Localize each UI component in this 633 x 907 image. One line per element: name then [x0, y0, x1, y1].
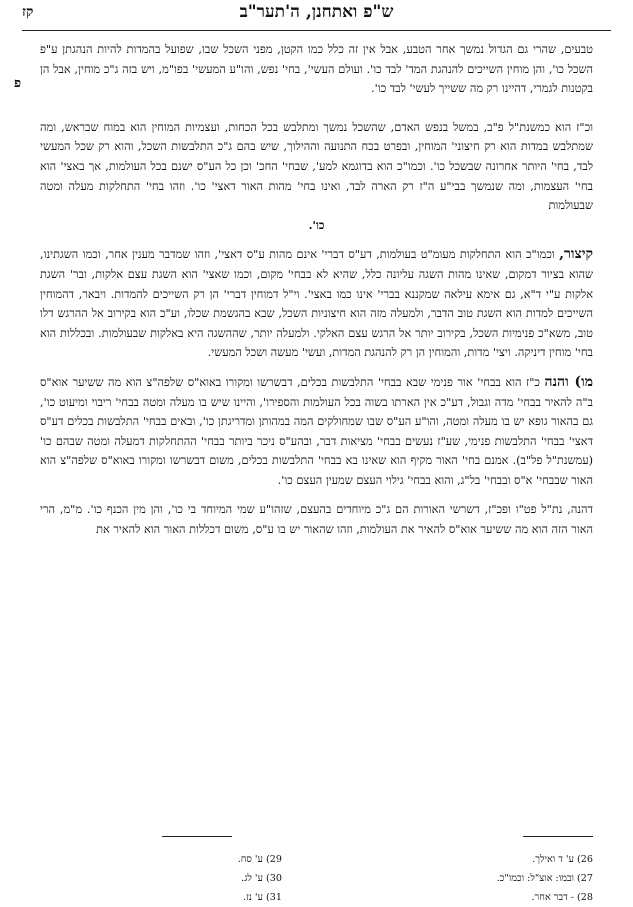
footnote: 30) ע' לג. [241, 873, 282, 884]
footnote-rule-right [523, 836, 593, 837]
paragraph-1: טבעים, שהרי גם הגדול נמשך אחר הטבע, אבל אין זה כלל כמו הקטן, מפני השכל שבו, שפועל בהמדות להיות הנהגתן ע"פ השכל כו', והן מוחין השייכים להנהגת המד' לבד כו'. ועולם העשי', בחי' נפש, והו"ע המעשי' בפו"מ, ויש בזה ג"כ מוחין, אבל הן בקטנות לגמרי, דהיינו רק מה ששייך לעשי' לבד כו'. [40, 43, 593, 96]
margin-mark: פ [14, 76, 22, 91]
paragraph-2-text: וכ"ז הוא כמשנת"ל פ"ב, במשל בנפש האדם, שהשכל נמשך ומתלבש בכל הכחות, ועצמיות המוחין הוא במוח שבראש, ומה שמתלבש במדות הוא רק חיצוני' המוחין, ובפרט בכח התנועה וההילוך, שיש בהם ג"כ התלבשות השכל, והוא רק שכל המעשי לבד, בחי' היותר אחרונה שבשכל כו'. וכמו"כ הוא בדוגמא למע', שבחי' החכ' וכן כל הע"ס ישנם בכל העולמות, אך באצי' הוא בחי' העצמות, ומה שנמשך בבי"ע ה"ז רק הארה לבד, ואינו בחי' מהות האור דאצי' כו'. וזהו בחי' התחלקות מעלה ומטה שבעולמות [40, 120, 593, 213]
paragraph-3-text: וכמו"כ הוא התחלקות מעומ"ט בעולמות, דע"ס דברי' אינם מהות ע"ס דאצי', וזהו שמדבר מענין אחר, וכמו השגתינו, שהוא בציור דמקום, שאינו מהות השגה עליונה כלל, שהיא לא בבחי' מקום, וכמו שאצי' הוא השגת עצם אלקות, ובר' השגת אלקות ע"י ד"א, גם אימא עילאה שמקננא בברי' אינו כמו באצי'. וי"ל דמוחין דברי' הן רק השייכים להמדות. ויבאר, דהמוחין השייכים למדות הוא השגת טוב הדבר, ולמעלה מזה הוא חיצוניות השכל, שבא בהגשמת שכלו, וע"כ הוא בקירוב אל ההרגש דלו טוב, משא"כ פנימיות השכל, בקירוב יותר אל הרגש עצם האלקי. ולמעלה יותר, שההשגה היא באלקות שבעולמות. ובכללות הוא בחי' מוחין דיניקה. ויצי' מדות, והמוחין הן רק להנהגת המדות, ועשי' מעשה ושכל המעשי. [40, 248, 593, 360]
footnote: 31) ע' נז. [243, 892, 282, 903]
page-title: ש"פ ואתחנן, ה'תער"ב [239, 2, 394, 22]
footnotes-left [162, 850, 282, 907]
footnote: 29) ע' סח. [237, 854, 282, 865]
footnote-rule-left [162, 836, 232, 837]
page-number: קז [22, 4, 34, 20]
footnote: 28) - דבר אחר. [531, 892, 593, 903]
paragraph-3 [40, 245, 593, 363]
summary-heading: קיצור, [559, 246, 593, 263]
footnote: 27) ובמו: אוצ"ל: וכמו"כ. [496, 873, 593, 884]
paragraph-2-tail: כו'. [308, 217, 325, 232]
footnotes-right [363, 850, 593, 907]
paragraph-2 [40, 118, 593, 216]
footnote: 26) ע' ד ואילך. [532, 854, 593, 865]
body-text [40, 40, 593, 540]
section-heading: מו) והנה [544, 373, 593, 390]
header-rule [22, 30, 611, 31]
running-header [22, 2, 611, 28]
paragraph-4 [40, 373, 593, 491]
paragraph-5: דהנה, נת"ל פט"ו ופכ"ז, דשרשי האורות הם ג"כ מיוחדים בהעצם, שזהו"ע שמי המיוחד בי כו', והן מין הכנף כו'. מ"מ, הרי האור הזה הוא מה ששיער אוא"ס להאיר את העולמות, וזהו שהאור יש בו ע"ס, משום דכללות האור הוא להאיר את [40, 503, 593, 537]
paragraph-4-text: כ"ז הוא בבחי' אור פנימי שבא בבחי' התלבשות בכלים, דבשרשו ומקורו באוא"ס שלפה"צ הוא מה ששיער אוא"ס ב"ה להאיר בבחי' מדה וגבול, דע"כ אין הארתו בשוה בכל העולמות והספירו', והיינו שיש בו מעלה ומטה בבחי' ריבוי ומיעוט כו', גם בהאור גופא יש בו מעלה ומטה, והו"ע הע"ס שבו שמחולקים המה במהותן ומדריגתן כו', ובאים בבחי' התלבשות בכלים דע"ס דאצי' בבחי' התלבשות פנימי, שע"ז נעשים בבחי' מציאות דבר, ובהע"ס ניכר ביותר בבחי' ההתחלקות דמעלה ומטה שבהם כו' (עמשנת"ל פל"ב). אמנם בחי' האור מקיף הוא שאינו בא בבחי' התלבשות בכלים, משום דבשרשו ומקורו באוא"ס שלפה"צ הוא האור שבבחי' א"ס ובבחי' בל"ג, והוא בבחי' גילוי העצם שמעין העצם כו'. [40, 375, 593, 487]
